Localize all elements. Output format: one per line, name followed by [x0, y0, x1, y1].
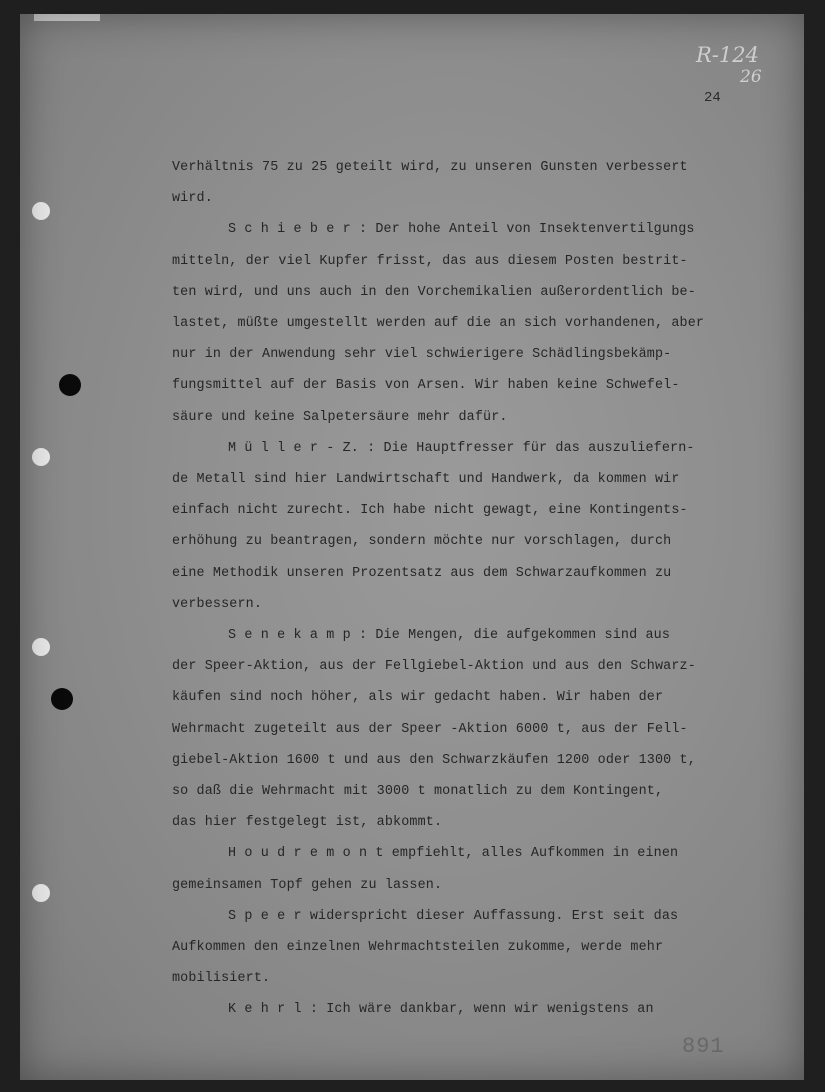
- text-line: S e n e k a m p : Die Mengen, die aufgekommen sind aus: [228, 628, 671, 644]
- page-number: 24: [704, 90, 721, 106]
- text-line: mobilisiert.: [172, 971, 271, 987]
- text-line: giebel-Aktion 1600 t und aus den Schwarzkäufen 1200 oder 1300 t,: [172, 752, 696, 768]
- text-line: S c h i e b e r : Der hohe Anteil von Insektenvertilgungs: [228, 222, 695, 238]
- text-line: fungsmittel auf der Basis von Arsen. Wir haben keine Schwefel-: [172, 378, 680, 394]
- handwritten-reference: [696, 44, 796, 94]
- text-line: lastet, müßte umgestellt werden auf die an sich vorhandenen, aber: [172, 316, 705, 332]
- typed-body: [172, 152, 757, 1026]
- text-line: S p e e r widerspricht dieser Auffassung. Erst seit das: [228, 908, 679, 924]
- punch-hole: [32, 884, 50, 902]
- text-line: eine Methodik unseren Prozentsatz aus dem Schwarzaufkommen zu: [172, 565, 672, 581]
- text-line: Aufkommen den einzelnen Wehrmachtsteilen zukomme, werde mehr: [172, 940, 664, 956]
- document-page: [20, 14, 804, 1080]
- text-line: das hier festgelegt ist, abkommt.: [172, 815, 443, 831]
- text-line: nur in der Anwendung sehr viel schwierigere Schädlingsbekämp-: [172, 347, 672, 363]
- punch-hole: [32, 448, 50, 466]
- text-line: mitteln, der viel Kupfer frisst, das aus diesem Posten bestrit-: [172, 253, 688, 269]
- text-line: ten wird, und uns auch in den Vorchemikalien außerordentlich be-: [172, 284, 696, 300]
- text-line: einfach nicht zurecht. Ich habe nicht gewagt, eine Kontingents-: [172, 503, 688, 519]
- text-line: säure und keine Salpetersäure mehr dafür.: [172, 409, 508, 425]
- text-line: wird.: [172, 191, 213, 207]
- reference-line: R-124: [696, 43, 759, 67]
- punch-hole: [59, 374, 81, 396]
- text-line: de Metall sind hier Landwirtschaft und Handwerk, da kommen wir: [172, 472, 680, 488]
- text-line: so daß die Wehrmacht mit 3000 t monatlich zu dem Kontingent,: [172, 784, 664, 800]
- text-line: H o u d r e m o n t empfiehlt, alles Aufkommen in einen: [228, 846, 679, 862]
- text-line: M ü l l e r - Z. : Die Hauptfresser für das auszuliefern-: [228, 440, 695, 456]
- text-line: K e h r l : Ich wäre dankbar, wenn wir wenigstens an: [228, 1002, 654, 1018]
- punch-hole: [51, 688, 73, 710]
- text-line: erhöhung zu beantragen, sondern möchte nur vorschlagen, durch: [172, 534, 672, 550]
- paper-edge-strip: [34, 14, 100, 21]
- punch-hole: [32, 638, 50, 656]
- archive-stamp-number: 891: [682, 1034, 725, 1059]
- text-line: verbessern.: [172, 596, 263, 612]
- text-line: Verhältnis 75 zu 25 geteilt wird, zu unseren Gunsten verbessert: [172, 160, 688, 175]
- text-line: Wehrmacht zugeteilt aus der Speer -Aktion 6000 t, aus der Fell-: [172, 721, 688, 737]
- reference-line: 26: [740, 67, 762, 87]
- text-line: der Speer-Aktion, aus der Fellgiebel-Aktion und aus den Schwarz-: [172, 659, 696, 675]
- text-line: gemeinsamen Topf gehen zu lassen.: [172, 877, 443, 893]
- text-line: käufen sind noch höher, als wir gedacht haben. Wir haben der: [172, 690, 664, 706]
- punch-hole: [32, 202, 50, 220]
